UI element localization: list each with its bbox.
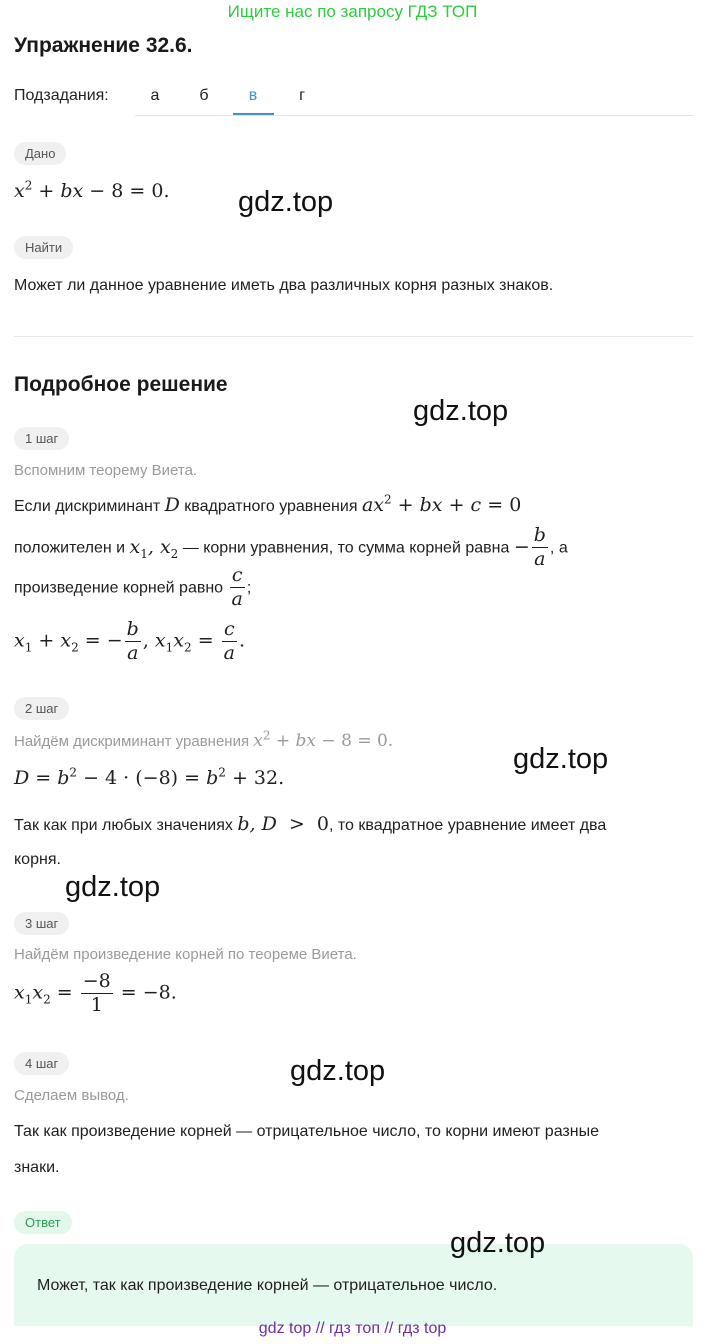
tab-v-active[interactable]: в [248,87,258,104]
answer-badge: Ответ [14,1211,72,1234]
find-badge: Найти [14,236,73,259]
step-2-text-line-2: корня. [14,851,61,868]
section-divider [14,336,693,337]
active-tab-indicator [233,113,274,115]
step-1-badge: 1 шаг [14,427,69,450]
step-1-line-2-mid: — корни уравнения, то сумма корней равна [182,539,510,557]
step-4-text-line-1: Так как произведение корней — отрицательное число, то корни имеют разные [14,1123,599,1140]
step-3-hint: Найдём произведение корней по теореме Виета. [14,946,357,963]
tab-b[interactable]: б [199,87,209,104]
solution-title: Подробное решение [14,373,228,396]
step-3-formula: $x_1x_2$ = $\frac{-8}{1}$ = −8. [14,970,177,1016]
watermark: gdz.top [290,1055,386,1087]
subtasks-label: Подзадания: [14,87,109,104]
step-1-line-1-prefix: Если дискриминант [14,498,161,515]
tabs-divider [135,115,693,116]
tab-a[interactable]: а [150,87,160,104]
step-3-badge: 3 шаг [14,912,69,935]
step-1-hint: Вспомним теорему Виета. [14,462,198,479]
page-title: Упражнение 32.6. [14,34,193,57]
step-1-line-2-suffix: , а [549,539,568,557]
step-1-formula: $x_1 + x_2$ = − $\frac{b}{a}$ , $x_1x_2$ = $\frac{c}{a}$ . [14,618,246,664]
step-2-formula: $D = b^2 - 4 \cdot (-8) = b^2 + 32$. [14,765,285,789]
step-1-line-1: Если дискриминант D квадратного уравнения $ax^2$ + bx + c = 0 [14,492,522,516]
watermark: gdz.top [413,395,509,427]
tab-g[interactable]: г [299,87,305,104]
watermark: gdz.top [513,743,609,775]
step-2-text-suffix: , то квадратное уравнение имеет два [328,817,607,834]
step-1-line-3-suffix: ; [246,579,252,597]
promo-banner: Ищите нас по запросу ГДЗ ТОП [227,2,478,21]
step-1-line-1-mid: квадратного уравнения [184,498,358,515]
given-equation: $x^2$ + bx − 8 = 0. [14,178,170,202]
step-1-line-2-prefix: положителен и [14,539,126,557]
step-2-hint-text: Найдём дискриминант уравнения [14,733,250,750]
watermark: gdz.top [65,871,161,903]
step-2-text: Так как при любых значениях b, D > 0, то квадратное уравнение имеет два [14,813,607,835]
step-4-hint: Сделаем вывод. [14,1087,129,1104]
step-4-text-line-2: знаки. [14,1159,60,1176]
step-1-line-3-prefix: произведение корней равно [14,579,224,597]
step-2-badge: 2 шаг [14,697,69,720]
step-1-line-2: положителен и $x_1$, $x_2$ — корни уравнения, то сумма корней равна − $\frac{b}{a}$ , а [14,524,568,570]
find-text: Может ли данное уравнение иметь два различных корня разных знаков. [14,277,554,294]
answer-text: Может, так как произведение корней — отрицательное число. [37,1277,498,1294]
watermark: gdz.top [238,186,334,218]
step-1-line-3: произведение корней равно $\frac{c}{a}$ ; [14,564,252,610]
step-4-badge: 4 шаг [14,1052,69,1075]
footer-links[interactable]: gdz top // гдз топ // гдз top [258,1320,447,1337]
given-badge: Дано [14,142,66,165]
watermark: gdz.top [450,1227,546,1259]
step-2-hint: Найдём дискриминант уравнения $x^2$ + bx − 8 = 0. [14,728,394,751]
step-2-text-prefix: Так как при любых значениях [14,817,233,834]
